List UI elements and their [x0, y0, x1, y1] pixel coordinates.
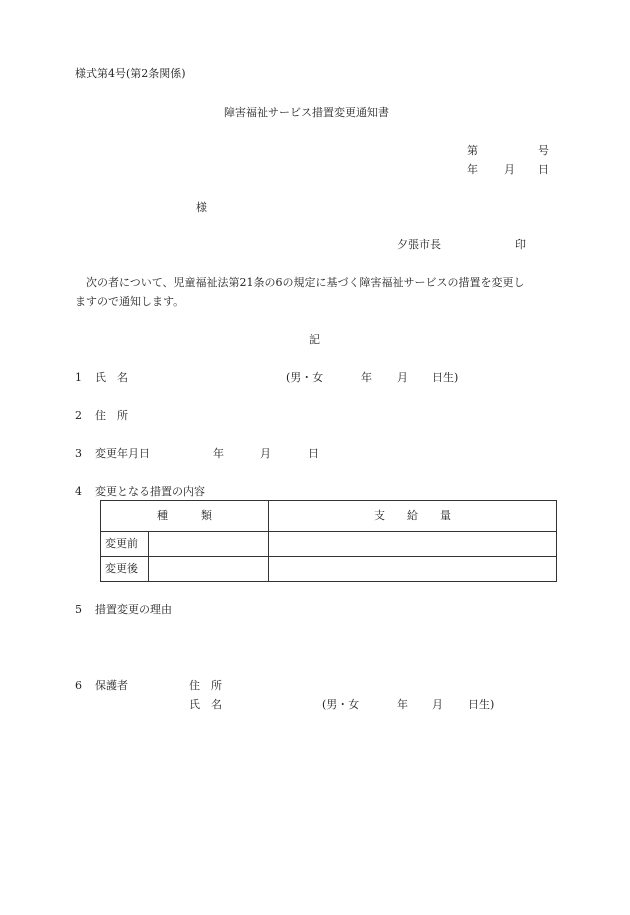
cell-type-after[interactable]	[149, 557, 269, 582]
item2-label: 住 所	[95, 409, 128, 422]
guardian-birth-year: 年	[397, 698, 408, 711]
item6-number: 6	[75, 679, 82, 692]
item1-birth-month: 月	[397, 371, 408, 384]
item2-number: 2	[75, 409, 82, 422]
item1-birth-day: 日生)	[432, 371, 459, 384]
form-number: 様式第4号(第2条関係)	[75, 67, 186, 80]
item1-label: 氏 名	[95, 371, 128, 384]
body-text-line2: ますので通知します。	[75, 295, 185, 308]
item1-sex: (男・女	[286, 371, 324, 384]
item3-month: 月	[260, 447, 271, 460]
item1-number: 1	[75, 371, 82, 384]
date-day: 日	[538, 163, 549, 176]
item1-birth-year: 年	[361, 371, 372, 384]
item3-label: 変更年月日	[95, 447, 150, 460]
table-header-row	[101, 501, 557, 532]
header-type: 種 類	[101, 501, 269, 532]
header-amount: 支 給 量	[269, 501, 557, 532]
date-month: 月	[504, 163, 515, 176]
table-row	[101, 532, 557, 557]
item3-year: 年	[213, 447, 224, 460]
addressee-sama: 様	[196, 201, 207, 214]
date-year: 年	[467, 163, 478, 176]
row-label-after: 変更後	[101, 557, 149, 582]
guardian-birth-month: 月	[432, 698, 443, 711]
ref-go: 号	[538, 144, 549, 157]
cell-amount-after[interactable]	[269, 557, 557, 582]
item4-label: 変更となる措置の内容	[95, 485, 205, 498]
ref-dai: 第	[467, 144, 478, 157]
body-text-line1: 次の者について、児童福祉法第21条の6の規定に基づく障害福祉サービスの措置を変更し	[86, 276, 525, 289]
issuer-seal: 印	[515, 238, 526, 251]
item4-number: 4	[75, 485, 82, 498]
item5-label: 措置変更の理由	[95, 603, 172, 616]
document-title: 障害福祉サービス措置変更通知書	[224, 106, 389, 119]
ki-heading: 記	[309, 333, 320, 346]
item3-day: 日	[308, 447, 319, 460]
issuer-name: 夕張市長	[397, 238, 441, 251]
item5-number: 5	[75, 603, 82, 616]
guardian-address-label: 住 所	[189, 679, 222, 692]
item3-number: 3	[75, 447, 82, 460]
measure-content-table	[100, 500, 557, 582]
cell-amount-before[interactable]	[269, 532, 557, 557]
guardian-name-label: 氏 名	[189, 698, 222, 711]
guardian-sex: (男・女	[322, 698, 360, 711]
item6-label: 保護者	[95, 679, 128, 692]
table-row	[101, 557, 557, 582]
row-label-before: 変更前	[101, 532, 149, 557]
guardian-birth-day: 日生)	[468, 698, 495, 711]
cell-type-before[interactable]	[149, 532, 269, 557]
